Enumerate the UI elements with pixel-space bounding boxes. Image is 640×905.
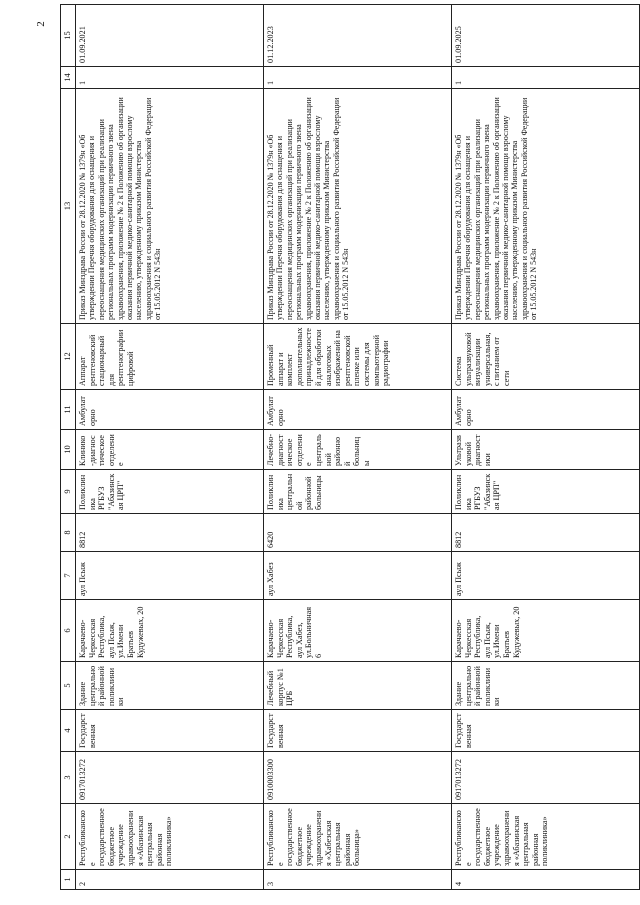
quantity-cell: 1 — [264, 67, 452, 89]
equipment-cell: Аппарат рентгеновский стационарный для рентгенографии цифровой — [76, 324, 264, 390]
address-cell: Карачаево-Черкесская Республика, аул Псыж, ул.Имени Братьев Кудужевых, 20 — [76, 600, 264, 662]
population-cell: 8812 — [452, 514, 640, 552]
code-cell: 0917013272 — [452, 752, 640, 804]
header-cell: 10 — [61, 430, 76, 470]
department-cell: Лечебно-диагностическое отделение центральной районной больницы — [264, 430, 452, 470]
equipment-cell: Променный аппарат и комплект дополнительных принадлежностей для обработки аналоговых изображений на рентгеновской пленке или системы для компьютерной радиографии — [264, 324, 452, 390]
basis-cell: Приказ Минздрава России от 28.12.2020 № 1379н «Об утверждении Перечня оборудования для оснащения и переоснащения медицинских организаций при реализации региональных программ модернизации первичного звена здравоохранения, приложение № 2 к Положению об организации оказания первичной медико-санитарной помощи взрослому населению, утвержденному приказом Министерства здравоохранения и социального развития Российской Федерации от 15.05.2012 N 543н — [264, 89, 452, 324]
header-cell: 1 — [61, 870, 76, 890]
organization-cell: Республиканское государственное бюджетное учреждение здравоохранения «Абазинская центральная районная поликлиника» — [76, 804, 264, 870]
header-cell: 14 — [61, 67, 76, 89]
header-cell: 6 — [61, 600, 76, 662]
header-cell: 3 — [61, 752, 76, 804]
department-cell: Ультразвуковой диагностики — [452, 430, 640, 470]
header-cell: 7 — [61, 552, 76, 600]
ownership-cell: Государственная — [452, 710, 640, 752]
basis-cell: Приказ Минздрава России от 28.12.2020 № 1379н «Об утверждении Перечня оборудования для оснащения и переоснащения медицинских организаций при реализации региональных программ модернизации первичного звена здравоохранения, приложение № 2 к Положению об организации оказания первичной медико-санитарной помощи взрослому населению, утвержденному приказом Министерства здравоохранения и социального развития Российской Федерации от 15.05.2012 N 543н — [452, 89, 640, 324]
population-cell: 8812 — [76, 514, 264, 552]
header-row — [61, 5, 76, 890]
row-number: 4 — [452, 870, 640, 890]
header-cell: 15 — [61, 5, 76, 67]
header-cell: 11 — [61, 390, 76, 430]
population-cell: 6420 — [264, 514, 452, 552]
locality-cell: аул Хабез — [264, 552, 452, 600]
equipment-table — [60, 4, 640, 890]
address-cell: Карачаево-Черкесская Республика, аул Псыж, ул.Имени Братьев Кудужевых, 20 — [452, 600, 640, 662]
header-cell: 9 — [61, 470, 76, 514]
header-cell: 13 — [61, 89, 76, 324]
header-cell: 4 — [61, 710, 76, 752]
building-cell: Здание центральной районной поликлиники — [76, 662, 264, 710]
ownership-cell: Государственная — [264, 710, 452, 752]
care-type-cell: Амбулаторно — [452, 390, 640, 430]
building-cell: Здание центральной районной поликлиники — [452, 662, 640, 710]
header-cell: 8 — [61, 514, 76, 552]
facility-cell: Поликлиника РГБУЗ "Абазинская ЦРП" — [76, 470, 264, 514]
quantity-cell: 1 — [452, 67, 640, 89]
department-cell: Клинико-диагностическое отделение — [76, 430, 264, 470]
quantity-cell: 1 — [76, 67, 264, 89]
address-cell: Карачаево-Черкесская Республика, аул Хабез, ул.Больничная 6 — [264, 600, 452, 662]
facility-cell: Поликлиника РГБУЗ "Абазинская ЦРП" — [452, 470, 640, 514]
header-cell: 2 — [61, 804, 76, 870]
row-number: 3 — [264, 870, 452, 890]
locality-cell: аул Псыж — [452, 552, 640, 600]
date-cell: 01.09.2021 — [76, 5, 264, 67]
care-type-cell: Амбулаторно — [264, 390, 452, 430]
equipment-cell: Система ультразвуковой визуализации универсальная, с питанием от сети — [452, 324, 640, 390]
building-cell: Лечебный корпус №1 ЦРБ — [264, 662, 452, 710]
rotated-table-wrapper — [60, 26, 640, 890]
organization-cell: Республиканское государственное бюджетное учреждение здравоохранения «Абазинская центральная районная поликлиника» — [452, 804, 640, 870]
ownership-cell: Государственная — [76, 710, 264, 752]
document-page — [60, 26, 640, 890]
locality-cell: аул Псыж — [76, 552, 264, 600]
facility-cell: Поликлиника центральной районной больницы — [264, 470, 452, 514]
date-cell: 01.09.2025 — [452, 5, 640, 67]
header-cell: 5 — [61, 662, 76, 710]
table-row — [264, 5, 452, 890]
care-type-cell: Амбулаторно — [76, 390, 264, 430]
table-row — [76, 5, 264, 890]
header-cell: 12 — [61, 324, 76, 390]
row-number: 2 — [76, 870, 264, 890]
date-cell: 01.12.2023 — [264, 5, 452, 67]
organization-cell: Республиканское государственное бюджетное учреждение здравоохранения «Хабезская центральная районная больница» — [264, 804, 452, 870]
basis-cell: Приказ Минздрава России от 28.12.2020 № 1379н «Об утверждении Перечня оборудования для оснащения и переоснащения медицинских организаций при реализации региональных программ модернизации первичного звена здравоохранения, приложение № 2 к Положению об организации оказания первичной медико-санитарной помощи взрослому населению, утвержденному приказом Министерства здравоохранения и социального развития Российской Федерации от 15.05.2012 N 543н — [76, 89, 264, 324]
page-number: 2 — [34, 21, 47, 27]
table-row — [452, 5, 640, 890]
code-cell: 0910003300 — [264, 752, 452, 804]
code-cell: 0917013272 — [76, 752, 264, 804]
